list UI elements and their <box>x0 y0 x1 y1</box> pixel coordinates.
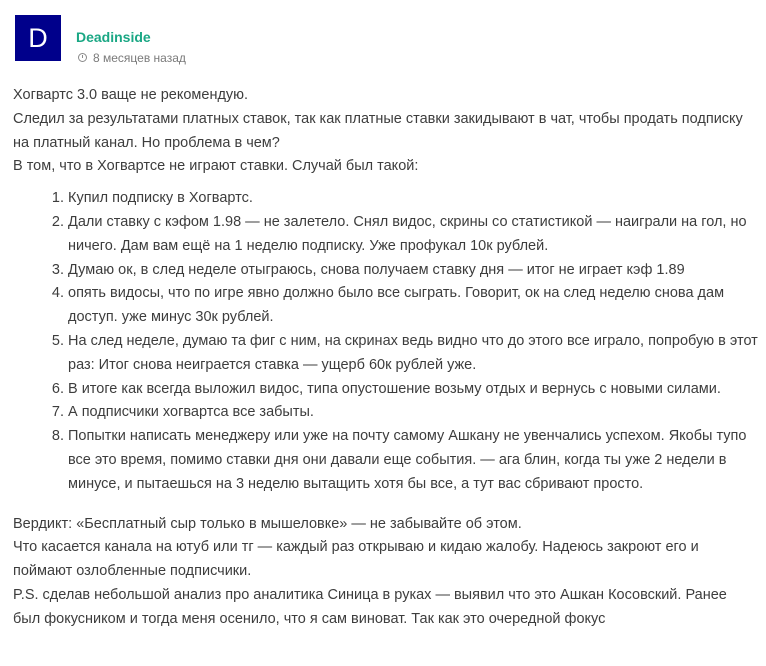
comment-body <box>13 84 758 632</box>
clock-icon <box>78 53 87 62</box>
avatar[interactable]: D <box>15 15 61 61</box>
list-item: 2. Дали ставку с кэфом 1.98 — не залетело. Снял видос, скрины со статистикой — наиграли на гол, но ничего. Дам вам ещё на 1 неделю подписку. Уже профукал 10к рублей. <box>68 211 758 259</box>
outro-line: Вердикт: «Бесплатный сыр только в мышеловке» — не забывайте об этом. <box>13 515 522 532</box>
list-item: 1. Купил подписку в Хогвартс. <box>68 187 758 211</box>
steps-list <box>13 187 758 496</box>
comment-meta <box>78 51 186 65</box>
intro-line: В том, что в Хогвартсе не играют ставки. Случай был такой: <box>13 158 419 175</box>
comment-time: 8 месяцев назад <box>93 51 186 65</box>
list-item: 5. На след неделе, думаю та фиг с ним, на скринах ведь видно что до этого все играло, попробую в этот раз: Итог снова неиграется ставка — ущерб 60к рублей уже. <box>68 330 758 378</box>
intro-line: Хогвартс 3.0 ваще не рекомендую. <box>13 87 249 103</box>
list-item: 7. А подписчики хогвартса все забыты. <box>68 401 758 425</box>
intro-line: Следил за результатами платных ставок, так как платные ставки закидывают в чат, чтобы продать подписку на платный канал. Но проблема в чем? <box>13 110 743 151</box>
outro-line: P.S. сделав небольшой анализ про аналитика Синица в руках — выявил что это Ашкан Косовский. Ранее был фокусником и тогда меня осенило, что я сам виноват. Так как это очередной фокус <box>13 586 727 627</box>
comment-outro <box>13 513 758 632</box>
comment-intro <box>13 84 758 179</box>
outro-line: Что касается канала на ютуб или тг — каждый раз открываю и кидаю жалобу. Надеюсь закроют его и поймают озлобленные подписчики. <box>13 539 699 580</box>
list-item: 3. Думаю ок, в след неделе отыграюсь, снова получаем ставку дня — итог не играет кэф 1.89 <box>68 259 758 283</box>
list-item: 4. опять видосы, что по игре явно должно было все сыграть. Говорит, ок на след неделю снова дам доступ. уже минус 30к рублей. <box>68 282 758 330</box>
author-name[interactable]: Deadinside <box>76 29 151 45</box>
list-item: 6. В итоге как всегда выложил видос, типа опустошение возьму отдых и вернусь с новыми силами. <box>68 378 758 402</box>
list-item: 8. Попытки написать менеджеру или уже на почту самому Ашкану не увенчались успехом. Якобы тупо все это время, помимо ставки дня они давали еще события. — ага блин, когда ты уже 2 недели в минусе, и пытаешься на 3 неделю вытащить хотя бы все, а тут вас сбривают просто. <box>68 425 758 496</box>
